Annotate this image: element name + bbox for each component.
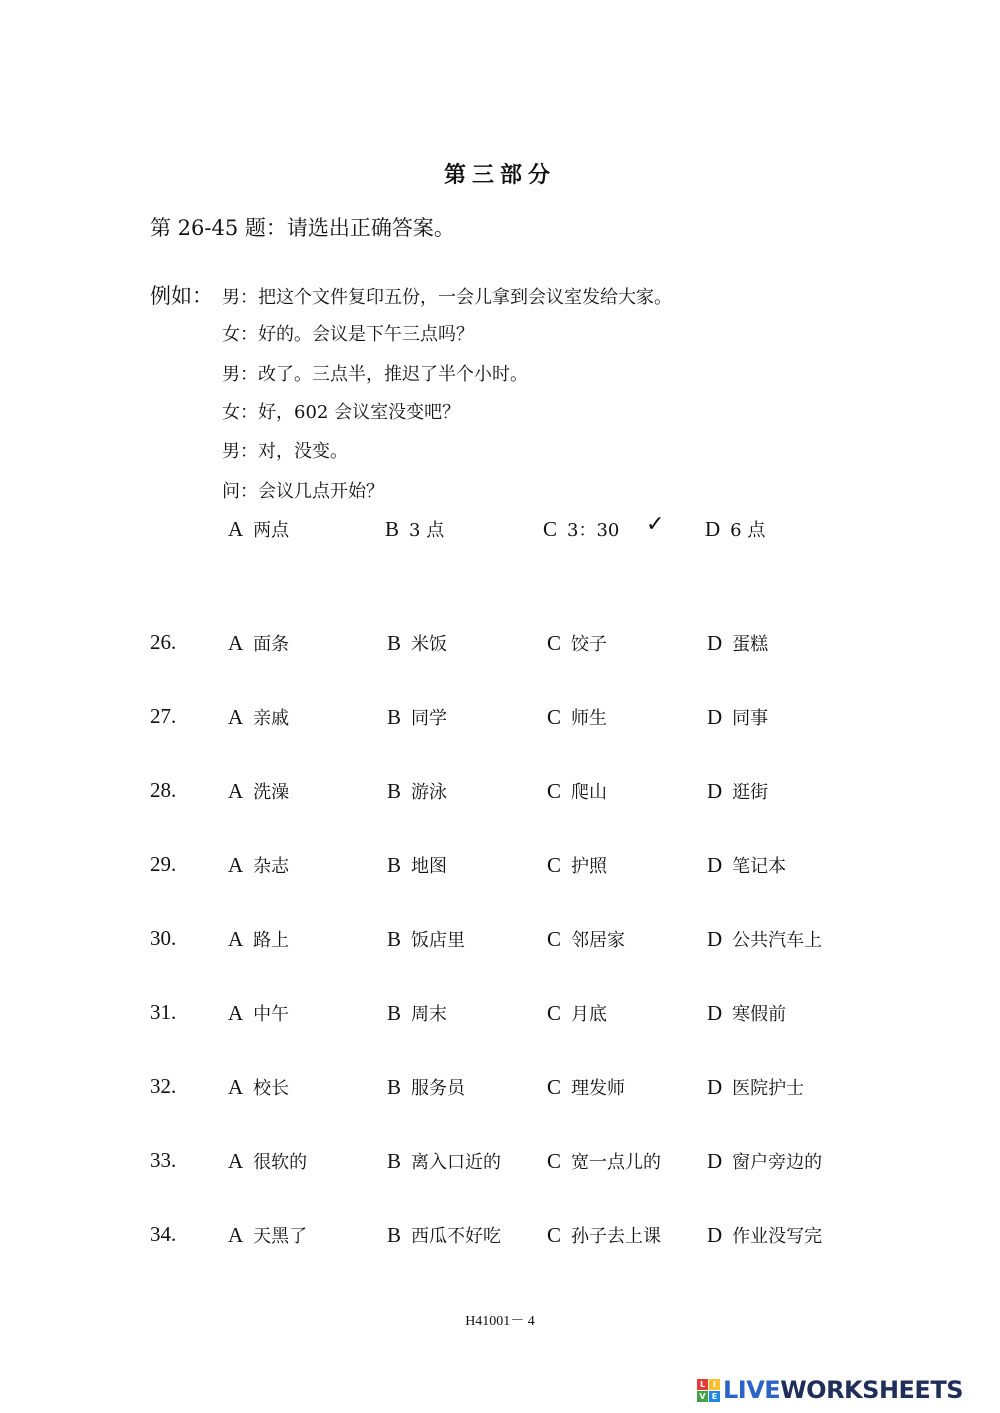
- option-letter: C: [547, 705, 562, 729]
- option-text: 笔记本: [732, 856, 787, 877]
- question-number: 30.: [150, 926, 177, 950]
- liveworksheets-icon: L I V E: [697, 1379, 720, 1402]
- question-number: 34.: [150, 1222, 177, 1246]
- option-text: 洗澡: [253, 782, 290, 803]
- option-text: 离入口近的: [411, 1152, 502, 1173]
- option-text: 同学: [411, 708, 448, 729]
- option-letter: B: [387, 1075, 402, 1099]
- option-letter: D: [707, 1001, 723, 1025]
- option-letter: D: [707, 853, 723, 877]
- option-text: 护照: [571, 856, 608, 877]
- answer-option-a[interactable]: [228, 852, 289, 878]
- answer-option-c[interactable]: [547, 852, 607, 878]
- option-text: 亲戚: [253, 708, 290, 729]
- option-text: 面条: [253, 634, 290, 655]
- answer-option-c[interactable]: [547, 1222, 661, 1248]
- answer-option-b[interactable]: [387, 1222, 501, 1248]
- option-text: 中午: [253, 1004, 290, 1025]
- option-text: 窗户旁边的: [732, 1152, 823, 1173]
- option-letter: D: [707, 1075, 723, 1099]
- option-letter: A: [228, 1075, 244, 1099]
- example-label: 例如：: [150, 284, 213, 308]
- option-text: 同事: [732, 708, 769, 729]
- answer-option-d[interactable]: [707, 630, 768, 656]
- option-letter: A: [228, 1001, 244, 1025]
- option-text: 杂志: [253, 856, 290, 877]
- option-text: 米饭: [411, 634, 448, 655]
- option-text: 天黑了: [253, 1226, 308, 1247]
- answer-option-c[interactable]: [547, 630, 607, 656]
- answer-option-b[interactable]: [387, 630, 447, 656]
- option-text: 游泳: [411, 782, 448, 803]
- option-text: 饭店里: [411, 930, 466, 951]
- option-text: 逛街: [732, 782, 769, 803]
- question-number: 31.: [150, 1000, 177, 1024]
- question-number: 27.: [150, 704, 177, 728]
- example-line: 女：好，602 会议室没变吧？: [222, 402, 461, 423]
- answer-option-a[interactable]: [228, 1148, 307, 1174]
- option-letter: A: [228, 1223, 244, 1247]
- option-letter: B: [387, 1001, 402, 1025]
- option-letter: B: [387, 927, 402, 951]
- option-text: 地图: [411, 856, 448, 877]
- option-letter: B: [387, 705, 402, 729]
- answer-option-a[interactable]: [228, 926, 289, 952]
- page-footer: H41001－ 4: [465, 1314, 535, 1329]
- option-letter: D: [707, 705, 723, 729]
- example-option-c: C 3：30: [543, 517, 620, 541]
- answer-option-c[interactable]: [547, 1148, 661, 1174]
- option-text: 理发师: [571, 1078, 626, 1099]
- option-text: 很软的: [253, 1152, 308, 1173]
- option-letter: C: [547, 631, 562, 655]
- check-mark-icon: ✓: [646, 512, 665, 537]
- option-text: 蛋糕: [732, 634, 769, 655]
- option-text: 公共汽车上: [732, 930, 823, 951]
- answer-option-b[interactable]: [387, 926, 465, 952]
- answer-option-a[interactable]: [228, 778, 289, 804]
- option-text: 服务员: [411, 1078, 466, 1099]
- section-title: 第三部分: [443, 162, 556, 188]
- option-text: 校长: [253, 1078, 290, 1099]
- option-letter: C: [547, 1001, 562, 1025]
- example-option-b: B 3 点: [385, 517, 445, 541]
- option-text: 寒假前: [732, 1004, 787, 1025]
- option-letter: B: [387, 853, 402, 877]
- option-letter: C: [547, 779, 562, 803]
- answer-option-d[interactable]: [707, 1074, 804, 1100]
- question-number: 32.: [150, 1074, 177, 1098]
- liveworksheets-logo: [697, 1376, 963, 1404]
- option-letter: C: [547, 853, 562, 877]
- option-letter: A: [228, 853, 244, 877]
- option-text: 医院护士: [732, 1078, 805, 1099]
- option-letter: C: [547, 1075, 562, 1099]
- answer-option-a[interactable]: [228, 704, 289, 730]
- question-number: 26.: [150, 630, 177, 654]
- option-text: 周末: [411, 1004, 448, 1025]
- answer-option-c[interactable]: [547, 1000, 607, 1026]
- option-letter: D: [707, 1149, 723, 1173]
- answer-option-b[interactable]: [387, 1000, 447, 1026]
- option-letter: D: [707, 1223, 723, 1247]
- option-letter: A: [228, 705, 244, 729]
- logo-text-worksheets: WORKSHEETS: [780, 1376, 963, 1404]
- answer-option-c[interactable]: [547, 778, 607, 804]
- answer-option-a[interactable]: [228, 1222, 307, 1248]
- answer-option-b[interactable]: [387, 1074, 465, 1100]
- option-letter: B: [387, 1149, 402, 1173]
- answer-option-a[interactable]: [228, 1074, 289, 1100]
- example-line: 男：对，没变。: [222, 441, 348, 462]
- option-text: 西瓜不好吃: [411, 1226, 502, 1247]
- option-text: 月底: [571, 1004, 608, 1025]
- example-option-a: A 两点: [228, 517, 290, 541]
- answer-option-d[interactable]: [707, 778, 768, 804]
- answer-option-b[interactable]: [387, 1148, 501, 1174]
- answer-option-b[interactable]: [387, 704, 447, 730]
- answer-option-d[interactable]: [707, 704, 768, 730]
- option-letter: D: [707, 779, 723, 803]
- example-question: 问：会议几点开始？: [222, 481, 384, 502]
- option-letter: B: [387, 779, 402, 803]
- answer-option-d[interactable]: [707, 926, 822, 952]
- option-letter: A: [228, 779, 244, 803]
- option-text: 宽一点儿的: [571, 1152, 662, 1173]
- example-option-d: D 6 点: [705, 517, 766, 541]
- question-number: 33.: [150, 1148, 177, 1172]
- option-text: 饺子: [571, 634, 608, 655]
- answer-option-d[interactable]: [707, 1000, 786, 1026]
- option-letter: A: [228, 631, 244, 655]
- answer-option-b[interactable]: [387, 778, 447, 804]
- option-text: 孙子去上课: [571, 1226, 662, 1247]
- option-text: 爬山: [571, 782, 608, 803]
- option-text: 师生: [571, 708, 608, 729]
- question-number: 28.: [150, 778, 177, 802]
- answer-option-c[interactable]: [547, 926, 625, 952]
- option-letter: C: [547, 1223, 562, 1247]
- option-letter: B: [387, 631, 402, 655]
- option-letter: C: [547, 927, 562, 951]
- option-text: 作业没写完: [732, 1226, 823, 1247]
- answer-option-a[interactable]: [228, 630, 289, 656]
- answer-option-c[interactable]: [547, 1074, 625, 1100]
- logo-text-live: LIVE: [723, 1376, 781, 1404]
- example-line: 男：改了。三点半，推迟了半个小时。: [222, 364, 528, 385]
- instructions: 第 26-45 题：请选出正确答案。: [150, 216, 455, 240]
- option-letter: A: [228, 1149, 244, 1173]
- answer-option-a[interactable]: [228, 1000, 289, 1026]
- option-letter: A: [228, 927, 244, 951]
- answer-option-d[interactable]: [707, 852, 786, 878]
- option-letter: D: [707, 631, 723, 655]
- answer-option-d[interactable]: [707, 1148, 822, 1174]
- option-letter: C: [547, 1149, 562, 1173]
- answer-option-d[interactable]: [707, 1222, 822, 1248]
- answer-option-c[interactable]: [547, 704, 607, 730]
- question-number: 29.: [150, 852, 177, 876]
- example-line: 男：把这个文件复印五份，一会儿拿到会议室发给大家。: [222, 287, 672, 308]
- option-letter: D: [707, 927, 723, 951]
- answer-option-b[interactable]: [387, 852, 447, 878]
- example-line: 女：好的。会议是下午三点吗？: [222, 324, 474, 345]
- option-text: 邻居家: [571, 930, 626, 951]
- option-text: 路上: [253, 930, 290, 951]
- option-letter: B: [387, 1223, 402, 1247]
